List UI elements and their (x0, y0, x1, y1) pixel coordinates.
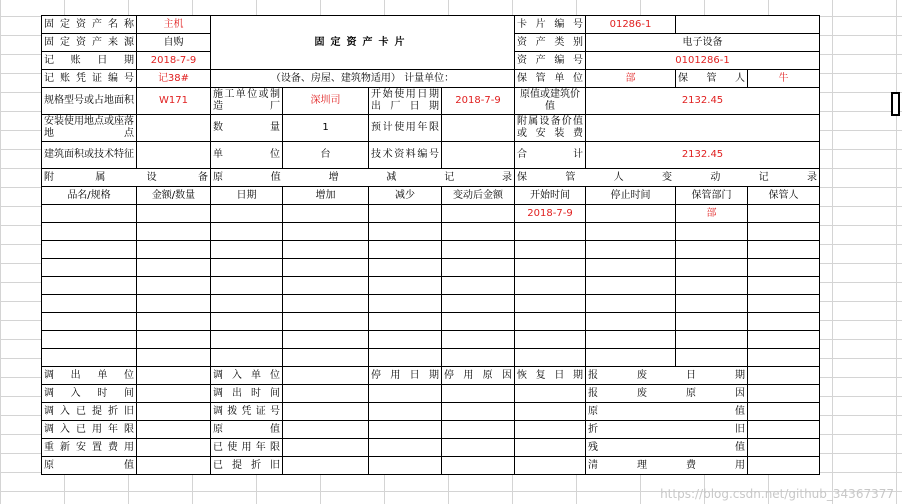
cell-empty[interactable] (586, 205, 676, 223)
cell-empty[interactable] (676, 16, 820, 34)
cell-empty[interactable] (211, 331, 283, 349)
cell-empty[interactable] (442, 295, 515, 313)
label-reinstall-fee[interactable]: 重新安置费用 (42, 439, 137, 457)
cell-empty[interactable] (442, 439, 515, 457)
label-asset-category[interactable]: 资产类别 (515, 34, 586, 52)
cell-empty[interactable] (748, 313, 820, 331)
cell-empty[interactable] (748, 223, 820, 241)
cell-empty[interactable] (442, 241, 515, 259)
cell-empty[interactable] (42, 295, 137, 313)
cell-empty[interactable] (137, 421, 211, 439)
cell-empty[interactable] (369, 241, 442, 259)
cell-empty[interactable] (137, 457, 211, 475)
cell-empty[interactable] (442, 349, 515, 367)
col-date[interactable]: 日期 (211, 187, 283, 205)
cell-empty[interactable] (137, 385, 211, 403)
cell-empty[interactable] (42, 259, 137, 277)
value-quantity[interactable]: 1 (283, 115, 369, 142)
cell-empty[interactable] (137, 403, 211, 421)
cell-empty[interactable] (283, 349, 369, 367)
label-quantity[interactable]: 数量 (211, 115, 283, 142)
cell-empty[interactable] (515, 439, 586, 457)
cell-empty[interactable] (748, 367, 820, 385)
cell-empty[interactable] (515, 385, 586, 403)
label-voucher-no[interactable]: 记账凭证编号 (42, 70, 137, 88)
cell-empty[interactable] (442, 385, 515, 403)
cell-empty[interactable] (137, 349, 211, 367)
label-accessory-value[interactable]: 附属设备价值或安装费 (515, 115, 586, 142)
label-spec[interactable]: 规格型号或占地面积 (42, 88, 137, 115)
cell-empty[interactable] (586, 295, 676, 313)
cell-empty[interactable] (676, 223, 748, 241)
label-depreciation-accrued[interactable]: 已提折旧 (211, 457, 283, 475)
cell-empty[interactable] (137, 223, 211, 241)
cell-empty[interactable] (211, 205, 283, 223)
cell-empty[interactable] (369, 403, 442, 421)
cell-empty[interactable] (369, 349, 442, 367)
cell-empty[interactable] (515, 241, 586, 259)
cell-empty[interactable] (211, 223, 283, 241)
label-scrap-date[interactable]: 报废日期 (586, 367, 748, 385)
col-custodian[interactable]: 保管人 (748, 187, 820, 205)
cell-empty[interactable] (137, 142, 211, 169)
cell-empty[interactable] (748, 331, 820, 349)
cell-empty[interactable] (515, 349, 586, 367)
cell-empty[interactable] (369, 277, 442, 295)
custody-start-time[interactable]: 2018-7-9 (515, 205, 586, 223)
cell-empty[interactable] (137, 367, 211, 385)
label-manufacturer[interactable]: 施工单位或制造厂 (211, 88, 283, 115)
value-start-date[interactable]: 2018-7-9 (442, 88, 515, 115)
cell-empty[interactable] (283, 331, 369, 349)
table-row (42, 277, 820, 295)
cell-empty[interactable] (676, 349, 748, 367)
label-custodian-unit[interactable]: 保管单位 (515, 70, 586, 88)
table-row (42, 313, 820, 331)
cell-empty[interactable] (442, 457, 515, 475)
cell-empty[interactable] (42, 313, 137, 331)
cell-empty[interactable] (283, 205, 369, 223)
cell-empty[interactable] (42, 241, 137, 259)
value-asset-source[interactable]: 自购 (137, 34, 211, 52)
cell-empty[interactable] (137, 241, 211, 259)
label-transfer-out-time[interactable]: 调出时间 (211, 385, 283, 403)
cell-empty[interactable] (369, 331, 442, 349)
label-depreciation[interactable]: 折旧 (586, 421, 748, 439)
custody-dept[interactable]: 部 (676, 205, 748, 223)
value-original-value[interactable]: 2132.45 (586, 88, 820, 115)
cell-empty[interactable] (369, 205, 442, 223)
cell-empty[interactable] (42, 331, 137, 349)
cell-empty[interactable] (515, 421, 586, 439)
cell-empty[interactable] (369, 259, 442, 277)
cell-empty[interactable] (369, 421, 442, 439)
table-row (42, 223, 820, 241)
value-unit[interactable]: 台 (283, 142, 369, 169)
label-original-value-1[interactable]: 原值 (42, 457, 137, 475)
label-transfer-voucher-no[interactable]: 调拨凭证号 (211, 403, 283, 421)
cell-empty[interactable] (676, 259, 748, 277)
cell-empty[interactable] (586, 313, 676, 331)
cell-empty[interactable] (676, 277, 748, 295)
cell-empty[interactable] (369, 385, 442, 403)
label-building-area[interactable]: 建筑面积或技术特征 (42, 142, 137, 169)
cell-empty[interactable] (137, 331, 211, 349)
col-start-time[interactable]: 开始时间 (515, 187, 586, 205)
section-custody-changes[interactable]: 保管人变动记录 (515, 169, 820, 187)
cell-empty[interactable] (586, 115, 820, 142)
cell-empty[interactable] (283, 403, 369, 421)
label-scrap-reason[interactable]: 报废原因 (586, 385, 748, 403)
col-amount-qty[interactable]: 金额/数量 (137, 187, 211, 205)
cell-empty[interactable] (369, 313, 442, 331)
cell-empty[interactable] (442, 313, 515, 331)
cell-empty[interactable] (283, 295, 369, 313)
label-original-value[interactable]: 原值或建筑价值 (515, 88, 586, 115)
cell-empty[interactable] (748, 439, 820, 457)
cell-empty[interactable] (748, 295, 820, 313)
label-stop-date[interactable]: 停用日期 (369, 367, 442, 385)
label-resume-date[interactable]: 恢复日期 (515, 367, 586, 385)
asset-card-table (41, 15, 820, 475)
cell-empty[interactable] (211, 349, 283, 367)
cell-empty[interactable] (42, 349, 137, 367)
cell-empty[interactable] (42, 223, 137, 241)
label-start-date[interactable]: 开始使用日期出厂日期 (369, 88, 442, 115)
label-original-value-2[interactable]: 原值 (211, 421, 283, 439)
cell-empty[interactable] (676, 331, 748, 349)
cell-empty[interactable] (748, 457, 820, 475)
cell-empty[interactable] (515, 223, 586, 241)
cell-empty[interactable] (283, 313, 369, 331)
value-asset-name[interactable]: 主机 (137, 16, 211, 34)
col-decrease[interactable]: 减少 (369, 187, 442, 205)
cell-empty[interactable] (748, 277, 820, 295)
table-row (42, 349, 820, 367)
label-years-used[interactable]: 已使用年限 (211, 439, 283, 457)
cell-empty[interactable] (586, 223, 676, 241)
value-asset-category[interactable]: 电子设备 (586, 34, 820, 52)
label-unit[interactable]: 单位 (211, 142, 283, 169)
label-residual-value[interactable]: 残值 (586, 439, 748, 457)
cell-empty[interactable] (137, 115, 211, 142)
label-tech-doc-no[interactable]: 技术资料编号 (369, 142, 442, 169)
table-row (42, 205, 820, 223)
cell-empty[interactable] (137, 313, 211, 331)
label-original-value-3[interactable]: 原值 (586, 403, 748, 421)
cell-empty[interactable] (515, 295, 586, 313)
cell-empty[interactable] (283, 439, 369, 457)
table-row (42, 259, 820, 277)
selected-cell-cursor[interactable] (891, 92, 900, 116)
label-total[interactable]: 合计 (515, 142, 586, 169)
label-card-no[interactable]: 卡片编号 (515, 16, 586, 34)
table-row (42, 295, 820, 313)
cell-empty[interactable] (442, 205, 515, 223)
cell-empty[interactable] (137, 259, 211, 277)
value-card-no[interactable]: 01286-1 (586, 16, 676, 34)
cell-empty[interactable] (515, 457, 586, 475)
cell-empty[interactable] (515, 313, 586, 331)
cell-empty[interactable] (748, 403, 820, 421)
value-manufacturer[interactable]: 深圳司 (283, 88, 369, 115)
label-custodian[interactable]: 保管人 (676, 70, 748, 88)
cell-empty[interactable] (676, 313, 748, 331)
value-custodian-unit[interactable]: 部 (586, 70, 676, 88)
table-row (42, 331, 820, 349)
cell-empty[interactable] (515, 331, 586, 349)
label-expected-years[interactable]: 预计使用年限 (369, 115, 442, 142)
cell-empty[interactable] (211, 277, 283, 295)
cell-empty[interactable] (283, 421, 369, 439)
label-stop-reason[interactable]: 停用原因 (442, 367, 515, 385)
col-name-spec[interactable]: 品名/规格 (42, 187, 137, 205)
label-clearance-fee[interactable]: 清理费用 (586, 457, 748, 475)
col-amount-after[interactable]: 变动后金额 (442, 187, 515, 205)
value-voucher-no[interactable]: 记38# (137, 70, 211, 88)
card-title[interactable]: 固定资产卡片 (211, 16, 515, 70)
cell-empty[interactable] (283, 277, 369, 295)
cell-empty[interactable] (442, 259, 515, 277)
watermark: https://blog.csdn.net/github_34367377 (660, 487, 894, 501)
label-transfer-in-unit[interactable]: 调入单位 (211, 367, 283, 385)
cell-empty[interactable] (369, 457, 442, 475)
col-stop-time[interactable]: 停止时间 (586, 187, 676, 205)
cell-empty[interactable] (283, 367, 369, 385)
col-custody-dept[interactable]: 保管部门 (676, 187, 748, 205)
cell-empty[interactable] (137, 205, 211, 223)
label-asset-name[interactable]: 固定资产名称 (42, 16, 137, 34)
cell-empty[interactable] (137, 439, 211, 457)
section-value-changes[interactable]: 原值增减记录 (211, 169, 515, 187)
cell-empty[interactable] (369, 295, 442, 313)
cell-empty[interactable] (748, 241, 820, 259)
label-install-location[interactable]: 安装使用地点或座落地点 (42, 115, 137, 142)
cell-empty[interactable] (515, 259, 586, 277)
cell-empty[interactable] (283, 385, 369, 403)
value-custodian[interactable]: 牛 (748, 70, 820, 88)
cell-empty[interactable] (369, 223, 442, 241)
label-transfer-out-unit[interactable]: 调出单位 (42, 367, 137, 385)
cell-empty[interactable] (442, 223, 515, 241)
table-row (42, 241, 820, 259)
cell-empty[interactable] (515, 403, 586, 421)
cell-empty[interactable] (442, 421, 515, 439)
cell-empty[interactable] (676, 241, 748, 259)
col-increase[interactable]: 增加 (283, 187, 369, 205)
cell-empty[interactable] (586, 277, 676, 295)
cell-empty[interactable] (748, 259, 820, 277)
cell-empty[interactable] (211, 241, 283, 259)
cell-empty[interactable] (748, 385, 820, 403)
cell-empty[interactable] (283, 223, 369, 241)
cell-empty[interactable] (515, 277, 586, 295)
cell-empty[interactable] (586, 259, 676, 277)
cell-empty[interactable] (211, 259, 283, 277)
cell-empty[interactable] (42, 277, 137, 295)
cell-empty[interactable] (211, 295, 283, 313)
label-asset-source[interactable]: 固定资产来源 (42, 34, 137, 52)
cell-empty[interactable] (442, 331, 515, 349)
cell-empty[interactable] (586, 331, 676, 349)
cell-empty[interactable] (586, 349, 676, 367)
cell-empty[interactable] (748, 349, 820, 367)
cell-empty[interactable] (42, 205, 137, 223)
cell-empty[interactable] (442, 115, 515, 142)
cell-empty[interactable] (586, 241, 676, 259)
cell-empty[interactable] (748, 421, 820, 439)
cell-empty[interactable] (283, 241, 369, 259)
label-posting-date[interactable]: 记账日期 (42, 52, 137, 70)
section-accessories[interactable]: 附属设备 (42, 169, 211, 187)
cell-empty[interactable] (442, 142, 515, 169)
cell-empty[interactable] (137, 295, 211, 313)
value-posting-date[interactable]: 2018-7-9 (137, 52, 211, 70)
label-transfer-in-depreciation[interactable]: 调入已提折旧 (42, 403, 137, 421)
cell-empty[interactable] (283, 457, 369, 475)
cell-empty[interactable] (748, 205, 820, 223)
cell-empty[interactable] (369, 439, 442, 457)
cell-empty[interactable] (283, 259, 369, 277)
value-asset-no[interactable]: 0101286-1 (586, 52, 820, 70)
value-spec[interactable]: W171 (137, 88, 211, 115)
label-transfer-in-years-used[interactable]: 调入已用年限 (42, 421, 137, 439)
label-transfer-in-time[interactable]: 调入时间 (42, 385, 137, 403)
cell-empty[interactable] (211, 313, 283, 331)
cell-empty[interactable] (137, 277, 211, 295)
cell-empty[interactable] (442, 277, 515, 295)
cell-empty[interactable] (676, 295, 748, 313)
card-subtitle[interactable]: （设备、房屋、建筑物适用） 计量单位： (211, 70, 515, 88)
value-total[interactable]: 2132.45 (586, 142, 820, 169)
label-asset-no[interactable]: 资产编号 (515, 52, 586, 70)
cell-empty[interactable] (442, 403, 515, 421)
